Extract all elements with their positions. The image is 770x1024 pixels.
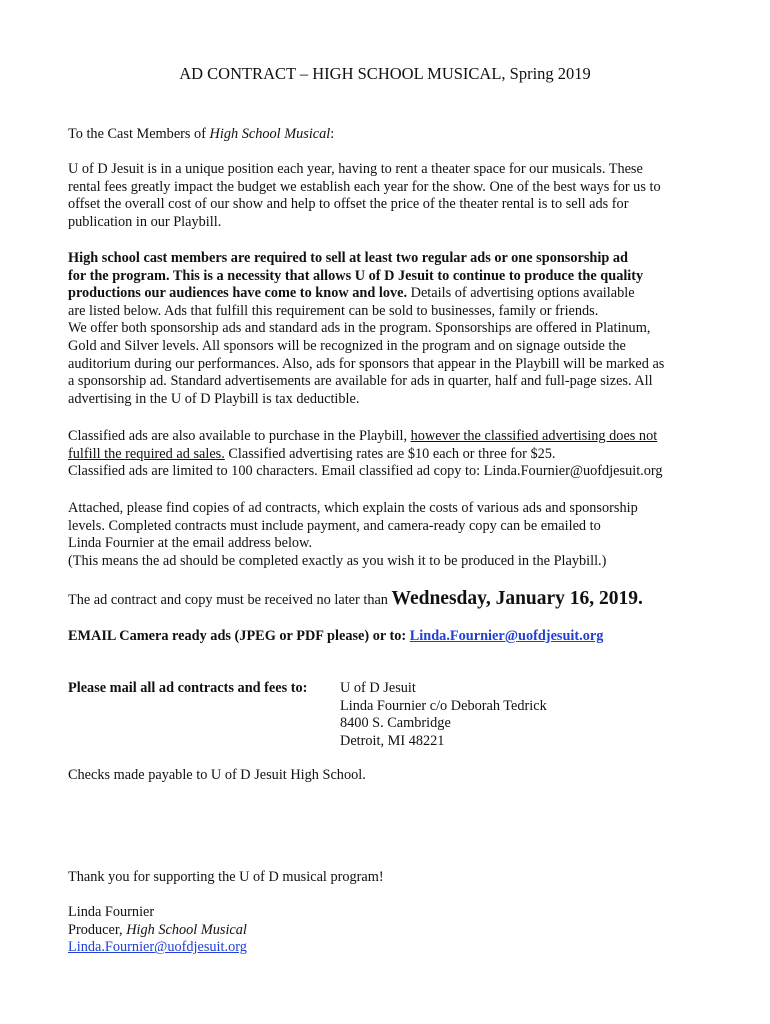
deadline-line bbox=[68, 590, 710, 610]
paragraph-line: Gold and Silver levels. All sponsors will be recognized in the program and on signage outside the bbox=[68, 337, 626, 354]
classified-underlined: however the classified advertising does not bbox=[410, 428, 658, 444]
paragraph-line: offset the overall cost of our show and help to offset the price of the theater rental is to sell ads for bbox=[68, 196, 629, 213]
paragraph-line: are listed below. Ads that fulfill this requirement can be sold to businesses, family or friends. bbox=[68, 302, 599, 319]
paragraph-line: levels. Completed contracts must include payment, and camera-ready copy can be emailed to bbox=[68, 517, 601, 534]
address-line: Linda Fournier c/o Deborah Tedrick bbox=[340, 697, 547, 714]
email-link[interactable]: Linda.Fournier@uofdjesuit.org bbox=[409, 628, 604, 644]
mailing-address bbox=[340, 680, 547, 750]
signature-email-link[interactable]: Linda.Fournier@uofdjesuit.org bbox=[68, 939, 247, 956]
paragraph-line: advertising in the U of D Playbill is tax deductible. bbox=[68, 390, 360, 407]
address-line: U of D Jesuit bbox=[340, 680, 416, 696]
thanks-line: Thank you for supporting the U of D musical program! bbox=[68, 869, 384, 885]
classified-text: Classified ads are also available to purchase in the Playbill, bbox=[68, 428, 411, 444]
page-title: AD CONTRACT – HIGH SCHOOL MUSICAL, Spring 2019 bbox=[179, 64, 591, 83]
requirement-bold-line: High school cast members are required to sell at least two regular ads or one sponsorship ad bbox=[68, 250, 628, 266]
paragraph-requirements bbox=[68, 250, 710, 408]
greeting bbox=[68, 126, 710, 144]
deadline-date: Wednesday, January 16, 2019. bbox=[391, 588, 643, 609]
paragraph-line: publication in our Playbill. bbox=[68, 213, 222, 230]
address-line: Detroit, MI 48221 bbox=[340, 732, 445, 749]
greeting-prefix: To the Cast Members of bbox=[68, 126, 210, 142]
paragraph-line: auditorium during our performances. Also, ads for sponsors that appear in the Playbill will be marked as bbox=[68, 355, 665, 372]
paragraph-line: a sponsorship ad. Standard advertisements are available for ads in quarter, half and full-page sizes. All bbox=[68, 373, 653, 390]
requirement-continuation: Details of advertising options available bbox=[407, 285, 635, 302]
paragraph-line: Linda Fournier at the email address below. bbox=[68, 535, 313, 552]
paragraph-line: (This means the ad should be completed exactly as you wish it to be produced in the Playbill.) bbox=[68, 552, 607, 569]
email-instructions bbox=[68, 628, 710, 646]
paragraph-intro bbox=[68, 161, 710, 231]
greeting-suffix: : bbox=[330, 126, 335, 142]
signature-show-title: High School Musical bbox=[126, 921, 247, 938]
paragraph-attachments bbox=[68, 500, 710, 570]
paragraph-line: Attached, please find copies of ad contracts, which explain the costs of various ads and sponsorship bbox=[68, 500, 638, 516]
greeting-show-title: High School Musical bbox=[209, 126, 331, 142]
requirement-bold-line: for the program. This is a necessity that allows U of D Jesuit to continue to produce the quality bbox=[68, 267, 644, 284]
signature-name: Linda Fournier bbox=[68, 904, 155, 920]
signature-block bbox=[68, 904, 710, 957]
checks-note: Checks made payable to U of D Jesuit High School. bbox=[68, 767, 366, 783]
deadline-prefix: The ad contract and copy must be received no later than bbox=[68, 592, 392, 608]
paragraph-classified bbox=[68, 428, 710, 481]
email-label: EMAIL Camera ready ads (JPEG or PDF please) or to: bbox=[68, 628, 410, 644]
paragraph-line: We offer both sponsorship ads and standard ads in the program. Sponsorships are offered in Platinum, bbox=[68, 320, 651, 337]
mail-label: Please mail all ad contracts and fees to: bbox=[68, 680, 308, 696]
paragraph-line: rental fees greatly impact the budget we establish each year for the show. One of the best ways for us to bbox=[68, 178, 661, 195]
address-line: 8400 S. Cambridge bbox=[340, 715, 451, 732]
paragraph-line: U of D Jesuit is in a unique position each year, having to rent a theater space for our musicals. These bbox=[68, 161, 643, 177]
classified-text: Classified advertising rates are $10 each or three for $25. bbox=[224, 445, 556, 462]
signature-role: Producer, bbox=[68, 921, 127, 938]
requirement-bold-end: productions our audiences have come to know and love. bbox=[68, 285, 408, 302]
classified-limit-line: Classified ads are limited to 100 characters. Email classified ad copy to: Linda.Fournier@uofdjesuit.org bbox=[68, 463, 663, 480]
classified-underlined: fulfill the required ad sales. bbox=[68, 445, 225, 462]
